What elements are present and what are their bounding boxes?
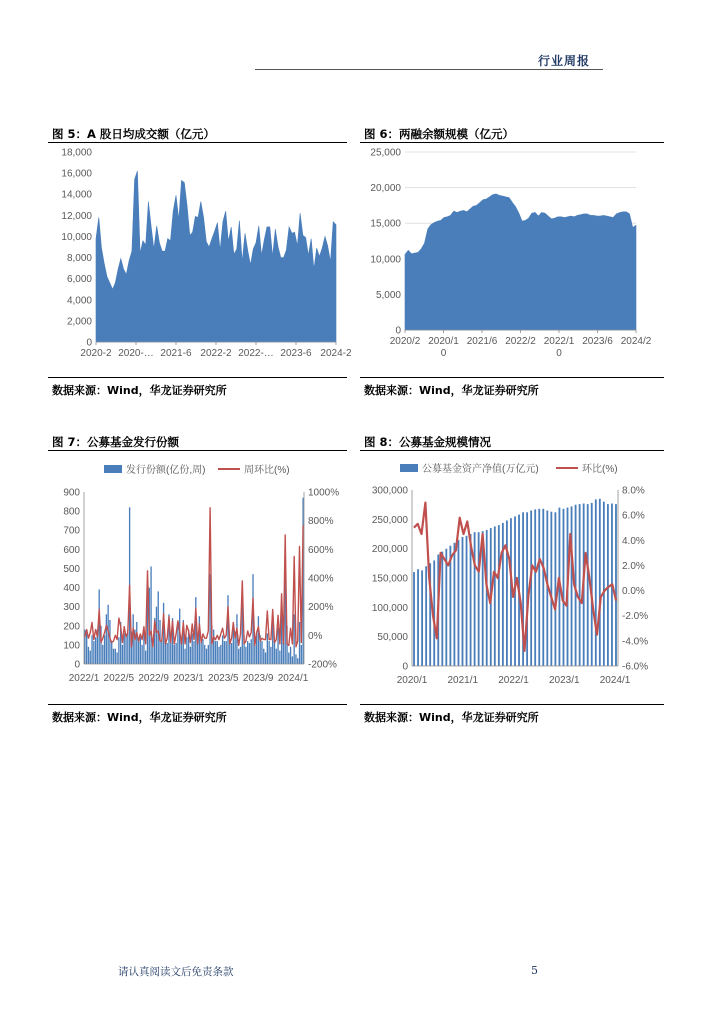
y2-tick-label: -200% bbox=[308, 659, 337, 671]
bar bbox=[417, 569, 419, 666]
bar bbox=[111, 641, 112, 664]
bar bbox=[245, 647, 246, 664]
bar bbox=[498, 525, 500, 666]
bar bbox=[93, 641, 94, 664]
x-tick-label: 2022/2 bbox=[505, 336, 536, 347]
bar bbox=[445, 549, 447, 666]
bar bbox=[192, 633, 193, 664]
bar bbox=[124, 633, 125, 664]
bar bbox=[156, 607, 157, 664]
line-series bbox=[85, 508, 303, 647]
legend-bar-label: 发行份额(亿份,周) bbox=[126, 465, 206, 476]
y-tick-label: 0 bbox=[402, 661, 408, 673]
y-tick-label: 5,000 bbox=[375, 289, 401, 301]
area-series bbox=[96, 171, 336, 342]
figure-6-bottom-rule bbox=[360, 377, 664, 378]
bar bbox=[486, 530, 488, 666]
bar bbox=[150, 567, 151, 665]
bar bbox=[115, 649, 116, 664]
bar bbox=[91, 635, 92, 664]
y-tick-label: 200 bbox=[63, 621, 80, 633]
y-tick-label: 15,000 bbox=[370, 218, 401, 230]
bar bbox=[554, 512, 556, 666]
bar bbox=[113, 649, 114, 664]
bar bbox=[213, 630, 214, 664]
y-tick-label: 16,000 bbox=[61, 168, 92, 180]
bar bbox=[607, 504, 609, 666]
bar bbox=[563, 509, 565, 666]
x-tick-label: 2022/1 0 bbox=[543, 336, 575, 359]
bar bbox=[220, 645, 221, 664]
bar bbox=[104, 635, 105, 664]
figure-5-bottom-rule bbox=[48, 377, 347, 378]
chart-1-svg bbox=[360, 143, 664, 375]
x-tick-label: 2022/1 bbox=[498, 675, 529, 686]
x-tick-label: 2022/1 bbox=[68, 673, 100, 684]
bar bbox=[167, 643, 168, 664]
bar bbox=[145, 651, 146, 664]
y2-tick-label: -2.0% bbox=[622, 611, 649, 623]
bar bbox=[95, 637, 96, 664]
y-tick-label: 800 bbox=[63, 506, 80, 518]
bar bbox=[184, 649, 185, 664]
bar bbox=[208, 645, 209, 664]
bar bbox=[268, 641, 269, 664]
bar bbox=[90, 651, 91, 664]
bar bbox=[215, 641, 216, 664]
bar bbox=[190, 647, 191, 664]
x-tick-label: 2024/1 bbox=[277, 673, 309, 684]
bar bbox=[270, 647, 271, 664]
x-tick-label: 2023-6 bbox=[280, 348, 312, 359]
bar bbox=[299, 622, 300, 664]
bar bbox=[202, 639, 203, 664]
y2-tick-label: 600% bbox=[308, 544, 334, 556]
y2-tick-label: -4.0% bbox=[622, 636, 649, 648]
bar bbox=[222, 635, 223, 664]
y2-tick-label: 400% bbox=[308, 573, 334, 585]
x-tick-label: 2024/2 bbox=[620, 336, 652, 347]
chart-0-svg bbox=[48, 143, 352, 375]
bar bbox=[140, 637, 141, 664]
bar bbox=[603, 502, 605, 666]
bar bbox=[534, 509, 536, 666]
x-tick-label: 2020-2 bbox=[80, 348, 112, 359]
y-tick-label: 500 bbox=[63, 563, 80, 575]
bar bbox=[290, 647, 291, 664]
y2-tick-label: -6.0% bbox=[622, 661, 649, 673]
bar bbox=[413, 572, 415, 666]
bar bbox=[217, 641, 218, 664]
bar bbox=[599, 499, 601, 666]
x-tick-label: 2023/9 bbox=[242, 673, 274, 684]
y-tick-label: 18,000 bbox=[61, 147, 92, 159]
bar bbox=[86, 633, 87, 664]
x-tick-label: 2024/1 bbox=[599, 675, 631, 686]
figure-8-title: 图 8：公募基金规模情况 bbox=[364, 435, 492, 449]
page-header-title: 行业周报 bbox=[538, 54, 591, 68]
figure-8-chart bbox=[360, 451, 664, 703]
y2-tick-label: 0.0% bbox=[622, 586, 645, 598]
figure-5-source: 数据来源：Wind，华龙证券研究所 bbox=[52, 384, 227, 397]
bar bbox=[106, 614, 107, 664]
y2-tick-label: 0% bbox=[308, 630, 323, 642]
bar bbox=[249, 643, 250, 664]
y2-tick-label: 4.0% bbox=[622, 535, 645, 547]
bar bbox=[526, 512, 528, 666]
bar bbox=[118, 637, 119, 664]
chart-2-svg bbox=[48, 451, 348, 703]
y-tick-label: 10,000 bbox=[61, 231, 92, 243]
y-tick-label: 700 bbox=[63, 525, 80, 537]
figure-7-source: 数据来源：Wind，华龙证券研究所 bbox=[52, 711, 227, 724]
bar bbox=[454, 543, 456, 666]
bar bbox=[158, 591, 159, 664]
bar bbox=[292, 656, 293, 664]
legend-bar-label: 公募基金资产净值(万亿元) bbox=[422, 464, 539, 475]
x-tick-label: 2021/6 bbox=[466, 336, 498, 347]
bar bbox=[258, 616, 259, 664]
bar bbox=[301, 645, 302, 664]
bar bbox=[458, 540, 460, 666]
figure-8-source: 数据来源：Wind，华龙证券研究所 bbox=[364, 711, 539, 724]
y2-tick-label: 8.0% bbox=[622, 485, 645, 497]
figure-7-bottom-rule bbox=[48, 704, 347, 705]
legend-line-label: 周环比(%) bbox=[244, 465, 290, 476]
y2-tick-label: 6.0% bbox=[622, 510, 645, 522]
x-tick-label: 2020/2 bbox=[389, 336, 421, 347]
y-tick-label: 8,000 bbox=[66, 253, 92, 265]
x-tick-label: 2020-… bbox=[118, 348, 154, 359]
bar bbox=[276, 649, 277, 664]
bar bbox=[421, 570, 423, 666]
bar bbox=[579, 504, 581, 666]
bar bbox=[138, 641, 139, 664]
bar bbox=[506, 521, 508, 667]
y-tick-label: 600 bbox=[63, 544, 80, 556]
figure-6-source: 数据来源：Wind，华龙证券研究所 bbox=[364, 384, 539, 397]
x-tick-label: 2020/1 bbox=[396, 675, 428, 686]
y-tick-label: 4,000 bbox=[66, 295, 92, 307]
bar bbox=[247, 641, 248, 664]
legend-bar-swatch bbox=[400, 464, 418, 472]
bar bbox=[295, 654, 296, 664]
bar bbox=[159, 620, 160, 664]
bar bbox=[462, 537, 464, 666]
y-tick-label: 300 bbox=[63, 602, 80, 614]
x-tick-label: 2022-2 bbox=[200, 348, 232, 359]
bar bbox=[200, 641, 201, 664]
y-tick-label: 200,000 bbox=[371, 544, 408, 556]
figure-5-title: 图 5：A 股日均成交额（亿元） bbox=[52, 127, 215, 141]
bar bbox=[206, 649, 207, 664]
figure-7-title: 图 7：公募基金发行份额 bbox=[52, 435, 180, 449]
bar bbox=[478, 532, 480, 666]
bar bbox=[542, 509, 544, 666]
y-tick-label: 25,000 bbox=[370, 147, 401, 159]
bar bbox=[204, 645, 205, 664]
y-tick-label: 2,000 bbox=[66, 316, 92, 328]
figure-7-chart bbox=[48, 451, 348, 703]
y-tick-label: 0 bbox=[395, 325, 401, 337]
bar bbox=[530, 511, 532, 667]
bar bbox=[226, 641, 227, 664]
x-tick-label: 2022/9 bbox=[138, 673, 169, 684]
bar bbox=[474, 532, 476, 666]
legend-line-label: 环比(%) bbox=[582, 464, 618, 475]
bar bbox=[538, 509, 540, 666]
x-tick-label: 2024-2 bbox=[320, 348, 352, 359]
x-tick-label: 2023/5 bbox=[208, 673, 239, 684]
bar bbox=[441, 552, 443, 666]
y-tick-label: 6,000 bbox=[66, 274, 92, 286]
y2-tick-label: 800% bbox=[308, 516, 334, 528]
bar bbox=[163, 603, 164, 664]
y-tick-label: 14,000 bbox=[61, 189, 92, 201]
y-tick-label: 400 bbox=[63, 583, 80, 595]
bar bbox=[288, 653, 289, 665]
figure-6-title: 图 6：两融余额规模（亿元） bbox=[364, 127, 515, 141]
header-divider bbox=[255, 69, 603, 70]
bar bbox=[141, 645, 142, 664]
y-tick-label: 10,000 bbox=[370, 254, 401, 266]
bar bbox=[231, 643, 232, 664]
y-tick-label: 100 bbox=[63, 640, 80, 652]
bar bbox=[88, 647, 89, 664]
bar bbox=[279, 651, 280, 664]
bar bbox=[109, 620, 110, 664]
bar bbox=[161, 639, 162, 664]
bar bbox=[218, 647, 219, 664]
bar bbox=[240, 647, 241, 664]
bar bbox=[102, 645, 103, 664]
x-tick-label: 2023/6 bbox=[582, 336, 613, 347]
bar bbox=[224, 641, 225, 664]
x-tick-label: 2020/1 0 bbox=[428, 336, 459, 359]
x-tick-label: 2021-6 bbox=[160, 348, 192, 359]
y-tick-label: 12,000 bbox=[61, 210, 92, 222]
bar bbox=[170, 641, 171, 664]
y-tick-label: 100,000 bbox=[371, 602, 408, 614]
x-tick-label: 2022-… bbox=[238, 348, 274, 359]
y-tick-label: 250,000 bbox=[371, 514, 408, 526]
bar bbox=[251, 639, 252, 664]
bar bbox=[261, 641, 262, 664]
bar bbox=[174, 645, 175, 664]
bar bbox=[116, 653, 117, 665]
bar bbox=[615, 504, 617, 666]
footer-disclaimer: 请认真阅读文后免责条款 bbox=[118, 966, 234, 978]
x-tick-label: 2023/1 bbox=[173, 673, 204, 684]
area-series bbox=[405, 194, 636, 330]
bar bbox=[550, 512, 552, 666]
figure-8-bottom-rule bbox=[360, 704, 664, 705]
bar bbox=[466, 536, 468, 666]
bar bbox=[297, 658, 298, 664]
figure-6-chart bbox=[360, 143, 664, 375]
y2-tick-label: 1000% bbox=[308, 487, 340, 499]
bar bbox=[122, 645, 123, 664]
legend-bar-swatch bbox=[104, 465, 122, 473]
bar bbox=[587, 504, 589, 666]
x-tick-label: 2022/5 bbox=[103, 673, 135, 684]
y-tick-label: 0 bbox=[74, 659, 80, 671]
bar bbox=[175, 643, 176, 664]
x-tick-label: 2023/1 bbox=[548, 675, 580, 686]
y-tick-label: 50,000 bbox=[377, 632, 408, 644]
bar bbox=[186, 637, 187, 664]
bar bbox=[265, 653, 266, 665]
bar bbox=[267, 633, 268, 664]
y2-tick-label: 2.0% bbox=[622, 560, 645, 572]
figure-5-chart bbox=[48, 143, 352, 375]
bar bbox=[470, 534, 472, 666]
y2-tick-label: 200% bbox=[308, 602, 334, 614]
chart-3-svg bbox=[360, 451, 664, 703]
bar bbox=[571, 506, 573, 666]
bar bbox=[293, 614, 294, 664]
bar bbox=[274, 641, 275, 664]
bar bbox=[494, 526, 496, 666]
bar bbox=[595, 499, 597, 666]
bar bbox=[238, 649, 239, 664]
y-tick-label: 300,000 bbox=[371, 485, 408, 497]
bar bbox=[125, 635, 126, 664]
page-number: 5 bbox=[531, 964, 538, 977]
bar bbox=[193, 641, 194, 664]
y-tick-label: 20,000 bbox=[370, 183, 401, 195]
bar bbox=[136, 622, 137, 664]
bar bbox=[283, 643, 284, 664]
bar bbox=[502, 523, 504, 666]
x-tick-label: 2021/1 bbox=[447, 675, 479, 686]
bar bbox=[425, 566, 427, 666]
bar bbox=[263, 649, 264, 664]
y-tick-label: 150,000 bbox=[371, 573, 408, 585]
y-tick-label: 900 bbox=[63, 487, 80, 499]
y-tick-label: 0 bbox=[86, 337, 92, 349]
